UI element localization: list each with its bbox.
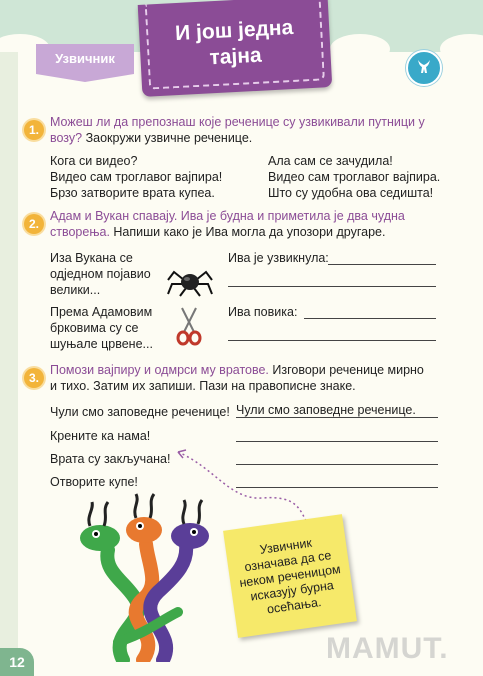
task2-item2-text: шуњале црвене... <box>50 337 153 351</box>
task3-sentence: Чули смо заповедне реченице! <box>50 405 230 419</box>
task2-prompt: Адам и Вукан спавају. Ива је будна и приметила је два чудна створења. Напиши како је Ива могла да упозори другаре. <box>50 209 405 239</box>
task1-sentence[interactable]: Ала сам се зачудила! <box>268 154 393 168</box>
task1-sentence[interactable]: Што су удобна ова седишта! <box>268 186 434 200</box>
task2-item2-text: брковима су се <box>50 321 139 335</box>
three-headed-snake-illustration <box>48 492 238 667</box>
task3-example-answer: Чули смо заповедне реченице. <box>236 403 416 417</box>
task-number-2: 2. <box>24 214 44 234</box>
task1-sentence[interactable]: Видео сам троглавог вајпира. <box>268 170 441 184</box>
task1-sentence[interactable]: Видео сам троглавог вајпира! <box>50 170 223 184</box>
task1-sentence[interactable]: Кога си видео? <box>50 154 138 168</box>
task3-sentence: Врата су закључана! <box>50 452 171 466</box>
task2-item1-label: Ива је узвикнула: <box>228 251 329 265</box>
task2-item1-text: велики... <box>50 283 101 297</box>
task1-sentence[interactable]: Брзо затворите врата купеа. <box>50 186 215 200</box>
title-line-2: тајна <box>208 43 263 69</box>
task2-item1-text: одједном појавио <box>50 267 151 281</box>
task3-sentence: Отворите купе! <box>50 475 138 489</box>
page-number: 12 <box>0 648 34 676</box>
task1-prompt: Можеш ли да препознаш које реченице су узвикивали путници у возу? Заокружи узвичне реченице. <box>50 115 425 145</box>
watermark: MAMUT. <box>326 632 449 665</box>
title-line-1: И још једна <box>174 15 294 45</box>
task2-item2-label: Ива повика: <box>228 305 298 319</box>
sticky-note: Узвичник означава да се неком реченицом исказују бурна осећања. <box>223 514 357 638</box>
task3-sentence: Кренитe ка нама! <box>50 429 151 443</box>
task2-item2-text: Према Адамовим <box>50 305 153 319</box>
task3-prompt: Помози вајпиру и одмрси му вратове. Изговори реченице мирно и тихо. Затим их запиши. Пази на правописне знаке. <box>50 363 424 393</box>
task2-item1-text: Иза Вукана се <box>50 251 133 265</box>
task-number-1: 1. <box>24 120 44 140</box>
section-tag: Узвичник <box>36 44 134 74</box>
task-number-3: 3. <box>24 368 44 388</box>
